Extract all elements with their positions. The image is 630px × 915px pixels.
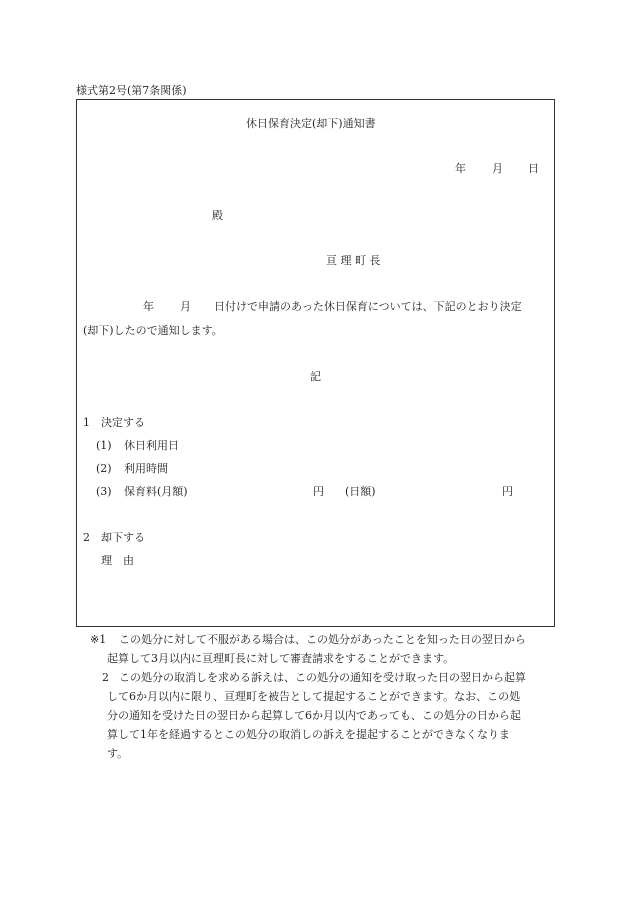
item2-label: 利用時間: [124, 462, 168, 475]
item3-label: 保育料(月額): [124, 485, 188, 498]
note2-line5: す。: [107, 747, 129, 760]
section1-heading: 1 決定する: [83, 416, 145, 429]
note1-line2: 起算して3月以内に亘理町長に対して審査請求をすることができます。: [107, 652, 455, 665]
note2-line4: 算して1年を経過するとこの処分の取消しの訴えを提起することができなくなりま: [107, 728, 510, 741]
note2-line2: して6か月以内に限り、亘理町を被告として提起することができます。なお、この処: [107, 690, 521, 703]
note2-number: 2: [102, 671, 109, 684]
document-title: 休日保育決定(却下)通知書: [246, 117, 376, 130]
item3-daily-label: (日額): [345, 485, 376, 498]
date-day: 日: [528, 162, 539, 175]
note-mark: ※1: [90, 633, 107, 646]
item3-yen-daily: 円: [502, 485, 513, 498]
body-text-line1: 日付けで申請のあった休日保育については、下記のとおり決定: [214, 300, 522, 313]
ki-heading: 記: [310, 370, 321, 383]
section2-heading: 2 却下する: [83, 531, 145, 544]
note2-line1: この処分の取消しを求める訴えは、この処分の通知を受け取った日の翌日から起算: [119, 671, 526, 684]
body-month: 月: [180, 300, 191, 313]
form-frame: [76, 99, 555, 627]
issuer-name: 亘 理 町 長: [326, 254, 381, 267]
body-year: 年: [143, 300, 154, 313]
addressee-suffix: 殿: [212, 209, 223, 222]
note2-line3: 分の通知を受けた日の翌日から起算して6か月以内であっても、この処分の日から起: [107, 709, 521, 722]
reason-label: 理 由: [101, 554, 134, 567]
date-year: 年: [455, 162, 466, 175]
item3-yen-monthly: 円: [313, 485, 324, 498]
item3-number: (3): [96, 485, 112, 498]
item1-number: (1): [96, 439, 112, 452]
note1-line1: この処分に対して不服がある場合は、この処分があったことを知った日の翌日から: [119, 633, 526, 646]
item2-number: (2): [96, 462, 112, 475]
item1-label: 休日利用日: [124, 439, 179, 452]
body-text-line2: (却下)したので通知します。: [83, 324, 223, 337]
form-number: 様式第2号(第7条関係): [76, 84, 187, 97]
date-month: 月: [492, 162, 503, 175]
